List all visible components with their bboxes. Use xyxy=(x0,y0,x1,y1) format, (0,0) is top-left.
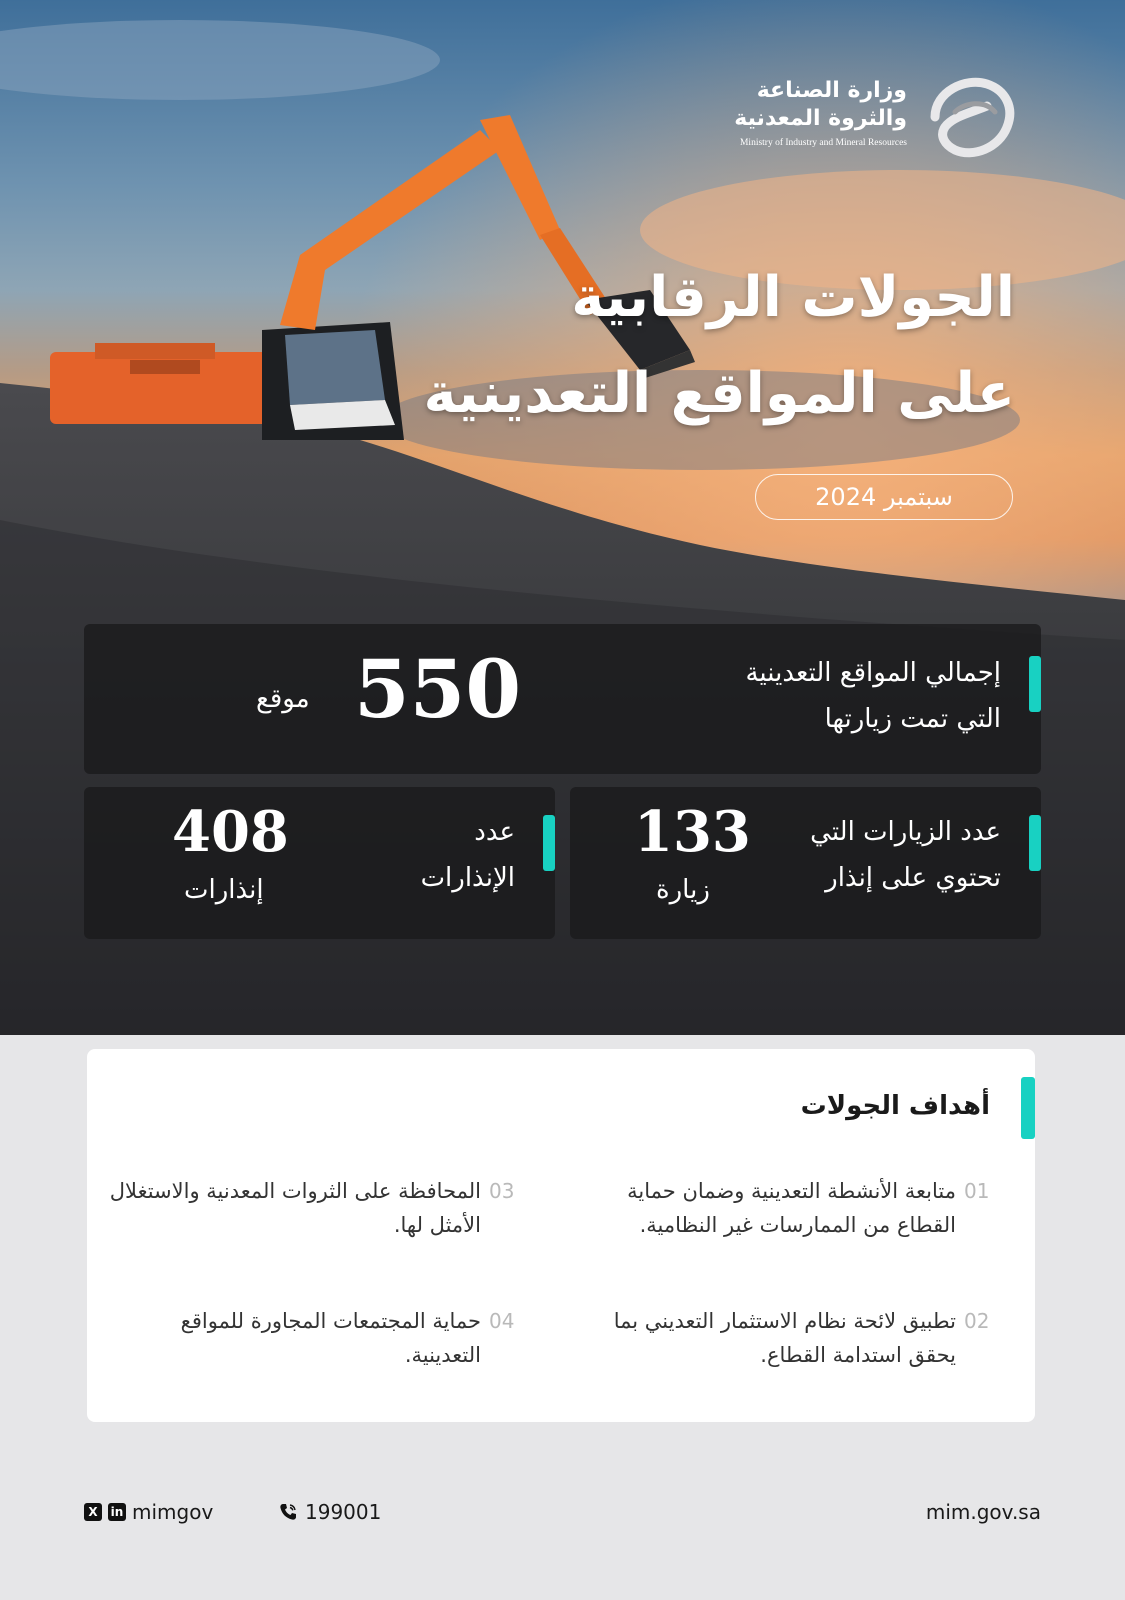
accent-bar xyxy=(1021,1077,1035,1139)
accent-bar xyxy=(543,815,555,871)
footer xyxy=(84,1497,1041,1527)
goal-item xyxy=(580,1174,1000,1274)
x-icon[interactable]: X xyxy=(84,1503,102,1521)
accent-bar xyxy=(1029,815,1041,871)
ministry-name-line2: والثروة المعدنية xyxy=(734,106,907,131)
stat-value: 133 xyxy=(634,799,751,865)
goal-item xyxy=(580,1304,1000,1404)
stat-label-line1: إجمالي المواقع التعدينية xyxy=(745,658,1001,688)
title-line-2: على المواقع التعدينية xyxy=(423,361,1015,426)
stat-total-sites xyxy=(84,624,1041,774)
page-title xyxy=(395,250,1015,442)
goals-card xyxy=(87,1049,1035,1422)
stat-value: 550 xyxy=(354,642,521,736)
ministry-name-en: Ministry of Industry and Mineral Resources xyxy=(739,138,907,148)
goal-text: متابعة الأنشطة التعدينية وضمان حماية القطاع من الممارسات غير النظامية. xyxy=(627,1179,956,1237)
stat-visits-with-warning xyxy=(570,787,1041,939)
stat-label-line2: التي تمت زيارتها xyxy=(824,704,1001,734)
goal-text: تطبيق لائحة نظام الاستثمار التعديني بما يحقق استدامة القطاع. xyxy=(613,1309,956,1367)
ministry-logo xyxy=(687,72,1017,162)
goal-item xyxy=(105,1304,525,1404)
goals-title: أهداف الجولات xyxy=(800,1091,990,1121)
stat-label-line1: عدد xyxy=(474,817,515,847)
goal-number: 03 xyxy=(489,1179,515,1203)
stat-label-line2: الإنذارات xyxy=(420,863,515,893)
social-links[interactable] xyxy=(84,1497,213,1527)
accent-bar xyxy=(1029,656,1041,712)
stat-value: 408 xyxy=(172,799,289,865)
phone-number[interactable]: 199001 xyxy=(305,1500,382,1524)
stat-unit: موقع xyxy=(256,684,310,714)
stat-unit: إنذارات xyxy=(184,875,264,905)
goal-text: حماية المجتمعات المجاورة للمواقع التعدينية. xyxy=(180,1309,481,1367)
phone-contact[interactable] xyxy=(279,1497,381,1527)
stat-unit: زيارة xyxy=(656,875,710,905)
goal-number: 01 xyxy=(964,1179,990,1203)
website-link[interactable]: mim.gov.sa xyxy=(925,1500,1041,1524)
goal-item xyxy=(105,1174,525,1274)
stat-warnings xyxy=(84,787,555,939)
ministry-name-line1: وزارة الصناعة xyxy=(756,78,907,103)
phone-icon xyxy=(279,1503,297,1521)
linkedin-icon[interactable]: in xyxy=(108,1503,126,1521)
date-badge: سبتمبر 2024 xyxy=(755,474,1013,520)
stat-label-line2: تحتوي على إنذار xyxy=(825,863,1001,893)
ministry-logo-icon xyxy=(925,72,1017,162)
social-handle[interactable]: mimgov xyxy=(132,1500,214,1524)
title-line-1: الجولات الرقابية xyxy=(571,265,1015,330)
goal-number: 04 xyxy=(489,1309,515,1333)
goal-number: 02 xyxy=(964,1309,990,1333)
stat-label-line1: عدد الزيارات التي xyxy=(810,817,1001,847)
goal-text: المحافظة على الثروات المعدنية والاستغلال الأمثل لها. xyxy=(109,1179,481,1237)
